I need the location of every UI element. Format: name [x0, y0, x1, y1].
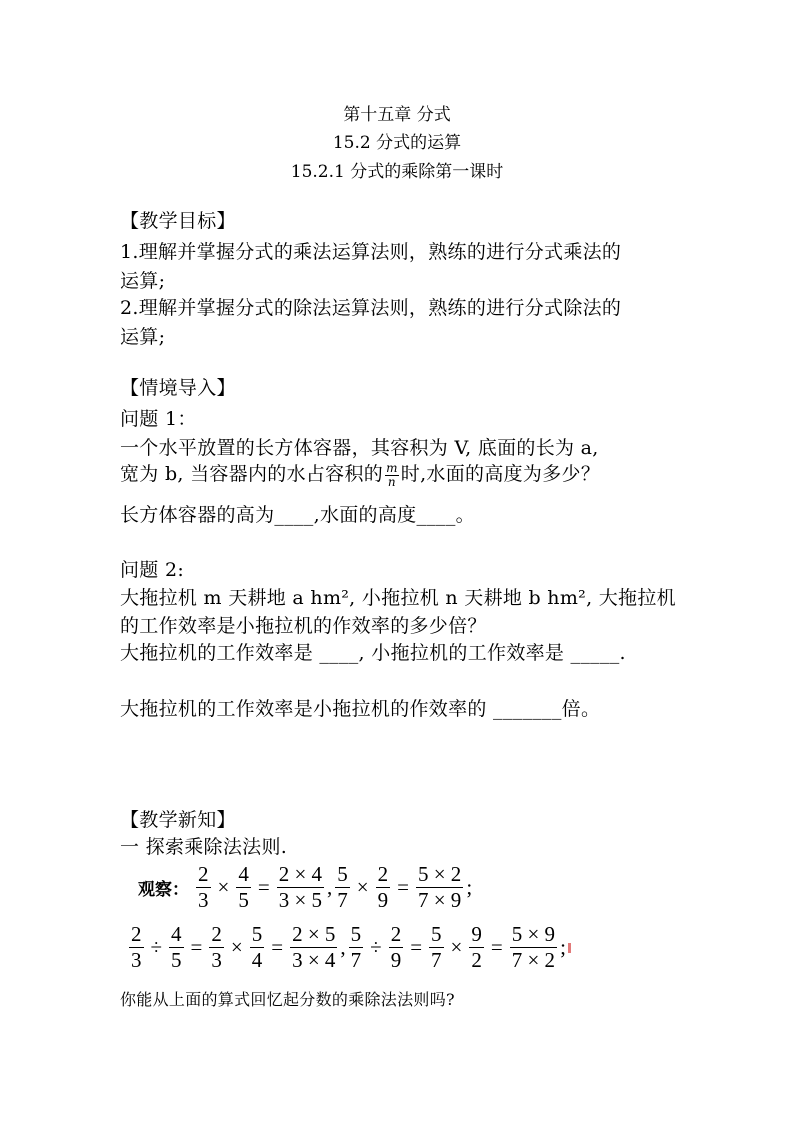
fraction: [196, 862, 211, 913]
denominator: 4: [251, 948, 263, 972]
numerator: 2 × 5: [292, 922, 336, 946]
denominator: 3 × 4: [292, 948, 336, 972]
terminator: ;: [466, 875, 473, 899]
question-1-text-2b: 时,水面的高度为多少？: [400, 463, 601, 485]
fraction: [469, 922, 484, 973]
numerator: 9: [471, 922, 482, 946]
fraction: [335, 862, 350, 913]
equals: =: [410, 935, 423, 959]
observe-label: 观察：: [138, 880, 189, 900]
question-2-text: 大拖拉机 m 天耕地 a hm², 小拖拉机 n 天耕地 b hm², 大拖拉机: [120, 587, 676, 609]
denominator: 7 × 9: [417, 888, 462, 912]
operator: ×: [230, 935, 243, 959]
newknow-item-1: 一 探索乘除法法则.: [120, 836, 288, 858]
section-title: 15.2 分式的运算: [332, 133, 462, 153]
question-2-text-2: 的工作效率是小拖拉机的作效率的多少倍？: [120, 615, 487, 637]
numerator: 5: [350, 922, 362, 946]
fraction: [169, 922, 184, 973]
operator: ×: [450, 935, 463, 959]
question-1-text: 一个水平放置的长方体容器，其容积为 V, 底面的长为 a,: [120, 437, 599, 459]
operator: ×: [356, 875, 369, 899]
numerator: 5 × 9: [511, 922, 556, 946]
denominator: 3 × 5: [278, 888, 323, 912]
fraction: [129, 922, 144, 973]
formula-row-1: [138, 862, 472, 913]
fraction-numerator: m: [386, 460, 398, 475]
operator: ÷: [370, 935, 382, 959]
goal-1: 1.理解并掌握分式的乘法运算法则，熟练的进行分式乘法的: [120, 241, 622, 263]
question-1-answer: 长方体容器的高为____,水面的高度____。: [120, 504, 475, 526]
denominator: 7: [350, 948, 362, 972]
newknow-question: 你能从上面的算式回忆起分数的乘除法法则吗?: [120, 990, 455, 1009]
question-2-answer-1: 大拖拉机的工作效率是 ____, 小拖拉机的工作效率是 _____.: [120, 642, 626, 664]
goal-1-cont: 运算;: [120, 270, 166, 292]
denominator: 9: [390, 948, 402, 972]
denominator: 2: [471, 948, 482, 972]
goal-2: 2.理解并掌握分式的除法运算法则，熟练的进行分式除法的: [120, 297, 622, 319]
fraction: [349, 922, 364, 973]
fraction-m-over-n: [385, 462, 399, 489]
fraction: [416, 862, 463, 913]
intro-heading: 【情境导入】: [120, 377, 236, 399]
numerator: 5 × 2: [417, 862, 462, 886]
operator: ×: [217, 875, 230, 899]
equals: =: [271, 935, 284, 959]
numerator: 2 × 4: [278, 862, 323, 886]
separator: ,: [340, 935, 346, 959]
denominator: 3: [131, 948, 142, 972]
terminator: ;: [560, 935, 566, 959]
numerator: 4: [238, 862, 249, 886]
fraction: [429, 922, 444, 973]
question-1-text-2a: 宽为 b, 当容器内的水占容积的: [120, 463, 384, 485]
newknow-heading: 【教学新知】: [120, 809, 236, 831]
question-2-answer-2: 大拖拉机的工作效率是小拖拉机的作效率的 _______倍。: [120, 698, 601, 720]
numerator: 2: [131, 922, 142, 946]
denominator: 3: [198, 888, 209, 912]
equals: =: [257, 875, 270, 899]
question-2-label: 问题 2:: [120, 559, 185, 581]
equals: =: [190, 935, 203, 959]
numerator: 2: [390, 922, 402, 946]
numerator: 5: [251, 922, 263, 946]
numerator: 4: [171, 922, 182, 946]
separator: ,: [327, 875, 333, 899]
denominator: 7: [337, 888, 348, 912]
numerator: 5: [431, 922, 442, 946]
lesson-title: 15.2.1 分式的乘除第一课时: [290, 162, 504, 182]
fraction: [250, 922, 265, 973]
denominator: 9: [377, 888, 389, 912]
chapter-title: 第十五章 分式: [343, 105, 451, 125]
equals: =: [397, 875, 409, 899]
denominator: 7: [431, 948, 442, 972]
equals: =: [490, 935, 503, 959]
formula-row-2: [126, 922, 571, 973]
question-1-label: 问题 1：: [120, 408, 197, 430]
numerator: 5: [337, 862, 348, 886]
denominator: 5: [171, 948, 182, 972]
fraction: [277, 862, 324, 913]
goal-2-cont: 运算;: [120, 326, 166, 348]
denominator: 3: [211, 948, 222, 972]
question-1-text-2: [120, 459, 600, 489]
denominator: 5: [238, 888, 249, 912]
numerator: 2: [198, 862, 209, 886]
goals-heading: 【教学目标】: [120, 210, 236, 232]
fraction: [389, 922, 404, 973]
fraction: [376, 862, 391, 913]
fraction: [209, 922, 224, 973]
operator: ÷: [150, 935, 163, 959]
fraction: [290, 922, 337, 973]
fraction: [236, 862, 251, 913]
numerator: 2: [211, 922, 222, 946]
denominator: 7 × 2: [511, 948, 556, 972]
edit-mark: [568, 943, 571, 953]
fraction-denominator: n: [387, 474, 396, 489]
fraction: [510, 922, 557, 973]
numerator: 2: [377, 862, 389, 886]
